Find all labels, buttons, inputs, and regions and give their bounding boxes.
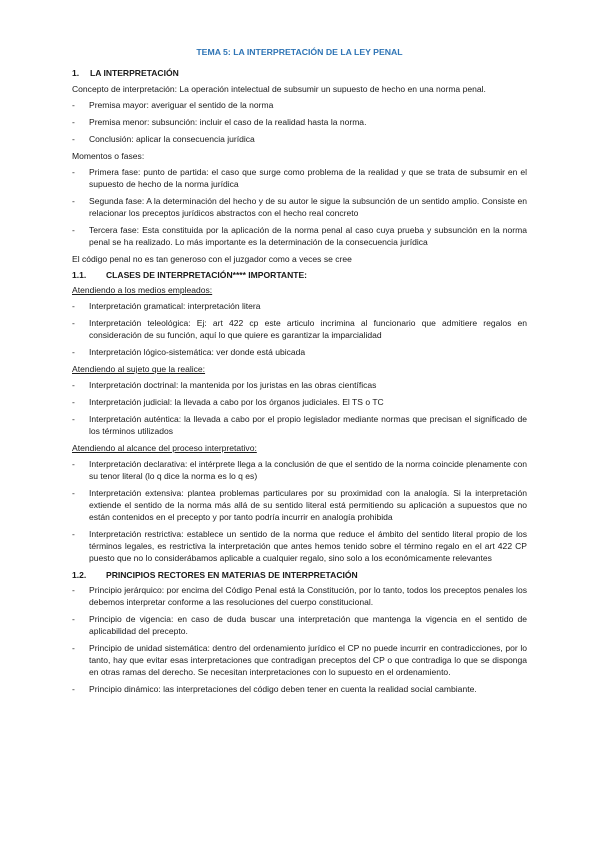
list-item: - Interpretación doctrinal: la mantenida por los juristas en las obras científicas <box>72 379 527 391</box>
section-heading-text: PRINCIPIOS RECTORES EN MATERIAS DE INTERPRETACIÓN <box>106 570 358 580</box>
section-heading-text: CLASES DE INTERPRETACIÓN**** IMPORTANTE: <box>106 270 308 280</box>
premises-list <box>72 99 527 145</box>
section-1-2-heading <box>72 569 527 581</box>
list-item: - Principio jerárquico: por encima del Código Penal está la Constitución, por lo tanto, todos los preceptos penales los debemos interpretar conforme a las resoluciones del cuerpo constitucional. <box>72 584 527 608</box>
list-item: - Interpretación teleológica: Ej: art 422 cp este articulo incrimina al funcionario que admitiere regalos en consideración de su función, aquí lo que quiere es garantizar la imparcialidad <box>72 317 527 341</box>
list-item: - Principio de vigencia: en caso de duda buscar una interpretación que mantenga la vigencia en el sentido de aplicabilidad del precepto. <box>72 613 527 637</box>
list-item: - Primera fase: punto de partida: el caso que surge como problema de la realidad y que se trata de subsumir en el supuesto de hecho de la norma jurídica <box>72 166 527 190</box>
closing-paragraph: El código penal no es tan generoso con el juzgador como a veces se cree <box>72 254 352 264</box>
list-item: - Premisa menor: subsunción: incluir el caso de la realidad hasta la norma. <box>72 116 527 128</box>
list-item: - Interpretación extensiva: plantea problemas particulares por su proximidad con la analogía. Si la interpretación extiende el sentido de la norma más allá de su sentido literal está permitiendo su aplicación a supuestos que no están contenidos en el precepto y por tanto podría incurrir en analogía prohibida <box>72 487 527 523</box>
list-item: - Interpretación gramatical: interpretación litera <box>72 300 527 312</box>
list-item: - Interpretación judicial: la llevada a cabo por los órganos judiciales. El TS o TC <box>72 396 527 408</box>
list-item: - Interpretación restrictiva: establece un sentido de la norma que reduce el ámbito del sentido literal propio de los términos legales, es restrictiva la interpretación que antes hemos tenido sobre el término regalo en el art 422 CP puesto que no lo considerábamos aplicable a cualquier regalo, sino solo a los económicamente relevantes <box>72 528 527 564</box>
section-number: 1.2. <box>72 570 87 580</box>
group-label-media: Atendiendo a los medios empleados: <box>72 285 213 295</box>
section-1-1-heading <box>72 269 527 281</box>
scope-list <box>72 458 527 564</box>
media-list <box>72 300 527 358</box>
group-label-scope: Atendiendo al alcance del proceso interpretativo: <box>72 443 257 453</box>
list-item: - Principio de unidad sistemática: dentro del ordenamiento jurídico el CP no puede incurrir en contradicciones, por lo tanto, hay que evitar esas interpretaciones que contradigan preceptos del CP o que contradiga lo que se disponga en otras ramas del derecho. Se necesitan interpretaciones con lo supuesto en el ordenamiento. <box>72 642 527 678</box>
list-item: - Segunda fase: A la determinación del hecho y de su autor le sigue la subsunción de un sentido amplio. Consiste en relacionar los preceptos jurídicos abstractos con el hecho real concreto <box>72 195 527 219</box>
principles-list <box>72 584 527 695</box>
list-item: - Principio dinámico: las interpretaciones del código deben tener en cuenta la realidad social cambiante. <box>72 683 527 695</box>
phases-list <box>72 166 527 248</box>
section-heading-text: LA INTERPRETACIÓN <box>90 68 179 78</box>
subject-list <box>72 379 527 437</box>
group-label-subject: Atendiendo al sujeto que la realice: <box>72 364 206 374</box>
list-item: - Interpretación auténtica: la llevada a cabo por el propio legislador mediante normas que precisan el significado de los términos utilizados <box>72 413 527 437</box>
section-1-heading <box>72 67 527 79</box>
list-item: - Conclusión: aplicar la consecuencia jurídica <box>72 133 527 145</box>
section-number: 1.1. <box>72 270 87 280</box>
section-number: 1. <box>72 68 80 78</box>
list-item: - Tercera fase: Esta constituida por la aplicación de la norma penal al caso cuya prueba y subsunción en la norma penal se ha realizado. Lo más importante es la determinación de la consecuencia jurídica <box>72 224 527 248</box>
list-item: - Interpretación lógico-sistemática: ver donde está ubicada <box>72 346 527 358</box>
concept-paragraph: Concepto de interpretación: La operación intelectual de subsumir un supuesto de hecho en una norma penal. <box>72 84 486 94</box>
list-item: - Premisa mayor: averiguar el sentido de la norma <box>72 99 527 111</box>
list-item: - Interpretación declarativa: el intérprete llega a la conclusión de que el sentido de la norma coincide plenamente con su tenor literal (lo q dice la norma es lo q es) <box>72 458 527 482</box>
document-title: TEMA 5: LA INTERPRETACIÓN DE LA LEY PENAL <box>196 47 403 57</box>
moments-label: Momentos o fases: <box>72 151 145 161</box>
